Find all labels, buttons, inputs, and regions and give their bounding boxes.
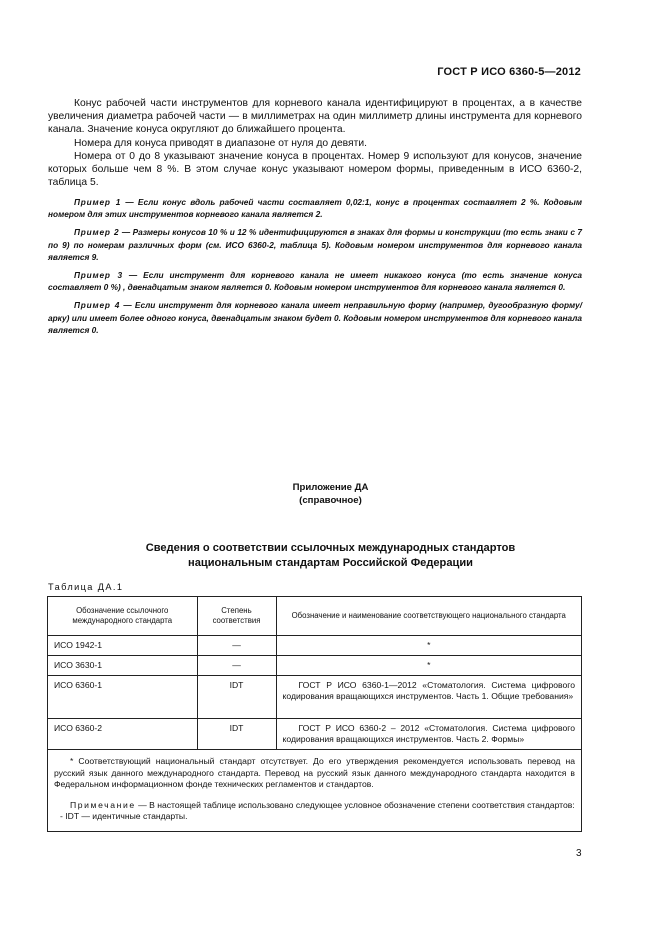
cell-name-text: ГОСТ Р ИСО 6360-1—2012 «Стоматология. Система цифрового кодирования вращающихся инструментов. Часть 1. Общие требования»: [282, 680, 575, 701]
example-text: — Если инструмент для корневого канала имеет неправильную форму (например, дугообразную форму/арку) или имеет более одного конуса, двенадцатым знаком будет 0. Кодовым номером инструментов для корневого канала является 0.: [48, 300, 583, 335]
section-title-line: Сведения о соответствии ссылочных международных стандартов: [145, 542, 516, 554]
example-1: [48, 196, 582, 220]
example-3: [48, 269, 582, 293]
example-2: [48, 226, 582, 263]
table-row: [48, 719, 581, 750]
paragraph: Номера для конуса приводят в диапазоне от нуля до девяти.: [74, 137, 367, 149]
table-row: [48, 676, 581, 719]
page-number: 3: [576, 848, 582, 859]
cell-name: [276, 676, 581, 719]
standards-table: [48, 597, 581, 750]
note-label: Примечание: [70, 799, 136, 810]
cell-code: ИСО 3630-1: [48, 656, 197, 676]
examples-block: [48, 196, 582, 342]
paragraph: Номера от 0 до 8 указывают значение конуса в процентах. Номер 9 используют для конусов, значение которых больше чем 8 %. В этом случае конус указывают номером формы, приведенным в ИСО 6360-2, таблица 5.: [48, 150, 582, 189]
cell-code: ИСО 1942-1: [48, 636, 197, 656]
cell-code: ИСО 6360-2: [48, 719, 197, 750]
paragraph: Конус рабочей части инструментов для корневого канала идентифицируют в процентах, а в качестве увеличения диаметра рабочей части — в миллиметрах на один миллиметр длины инструмента для корневого канала. Значение конуса округляют до ближайшего процента.: [48, 98, 582, 136]
table-footnote: * Соответствующий национальный стандарт отсутствует. До его утверждения рекомендуется использовать перевод на русский язык данного международного стандарта. Перевод на русский язык данного международного стандарта находится в Федеральном информационном фонде технических регламентов и стандартов.: [54, 756, 575, 790]
column-header: Обозначение ссылочного международного стандарта: [48, 597, 197, 636]
cell-name: *: [276, 656, 581, 676]
example-label: Пример 4: [74, 300, 121, 311]
section-title: [0, 541, 661, 570]
appendix-heading: [0, 482, 661, 507]
cell-name: [276, 719, 581, 750]
table-caption: Таблица ДА.1: [48, 582, 124, 592]
column-header: Обозначение и наименование соответствующего национального стандарта: [276, 597, 581, 636]
example-label: Пример 3: [74, 270, 123, 281]
example-text: — Если конус вдоль рабочей части составляет 0,02:1, конус в процентах составляет 2 %. Кодовым номером для этих инструментов корневого канала является 2.: [48, 197, 582, 220]
example-label: Пример 2: [74, 227, 120, 238]
table-row: [48, 656, 581, 676]
table-header-row: [48, 597, 581, 636]
correspondence-table: [47, 596, 582, 832]
example-label: Пример 1: [74, 197, 122, 207]
column-header: Степень соответствия: [197, 597, 276, 636]
table-notes: [48, 750, 581, 823]
cell-degree: IDT: [197, 676, 276, 719]
cell-name: *: [276, 636, 581, 656]
document-header: ГОСТ Р ИСО 6360-5—2012: [437, 66, 581, 78]
example-text: — Если инструмент для корневого канала не имеет никакого конуса (то есть значение конуса составляет 0 %) , двенадцатым знаком является 0. Кодовым номером инструментов для корневого канала является 0.: [48, 270, 582, 293]
example-text: — Размеры конусов 10 % и 12 % идентифицируются в знаках для формы и конструкции (то есть знаки с 7 по 9) по номерам различных форм (см. ИСО 6360-2, таблица 5). Кодовым номером инструментов для корневого канала является 9.: [48, 227, 583, 262]
body-text: [48, 97, 582, 189]
cell-degree: —: [197, 656, 276, 676]
note-text: — В настоящей таблице использовано следующее условное обозначение степени соответствия стандартов:: [135, 799, 575, 810]
appendix-title: Приложение ДА: [292, 482, 369, 493]
table-row: [48, 636, 581, 656]
cell-code: ИСО 6360-1: [48, 676, 197, 719]
example-4: [48, 299, 582, 336]
section-title-line: национальным стандартам Российской Федерации: [188, 556, 473, 569]
cell-degree: —: [197, 636, 276, 656]
note-item: - IDT — идентичные стандарты.: [60, 811, 188, 822]
appendix-subtitle: (справочное): [299, 494, 362, 506]
table-note: [54, 800, 575, 812]
cell-name-text: ГОСТ Р ИСО 6360-2 – 2012 «Стоматология. Система цифрового кодирования вращающихся инструментов. Часть 2. Формы»: [282, 723, 575, 744]
cell-degree: IDT: [197, 719, 276, 750]
